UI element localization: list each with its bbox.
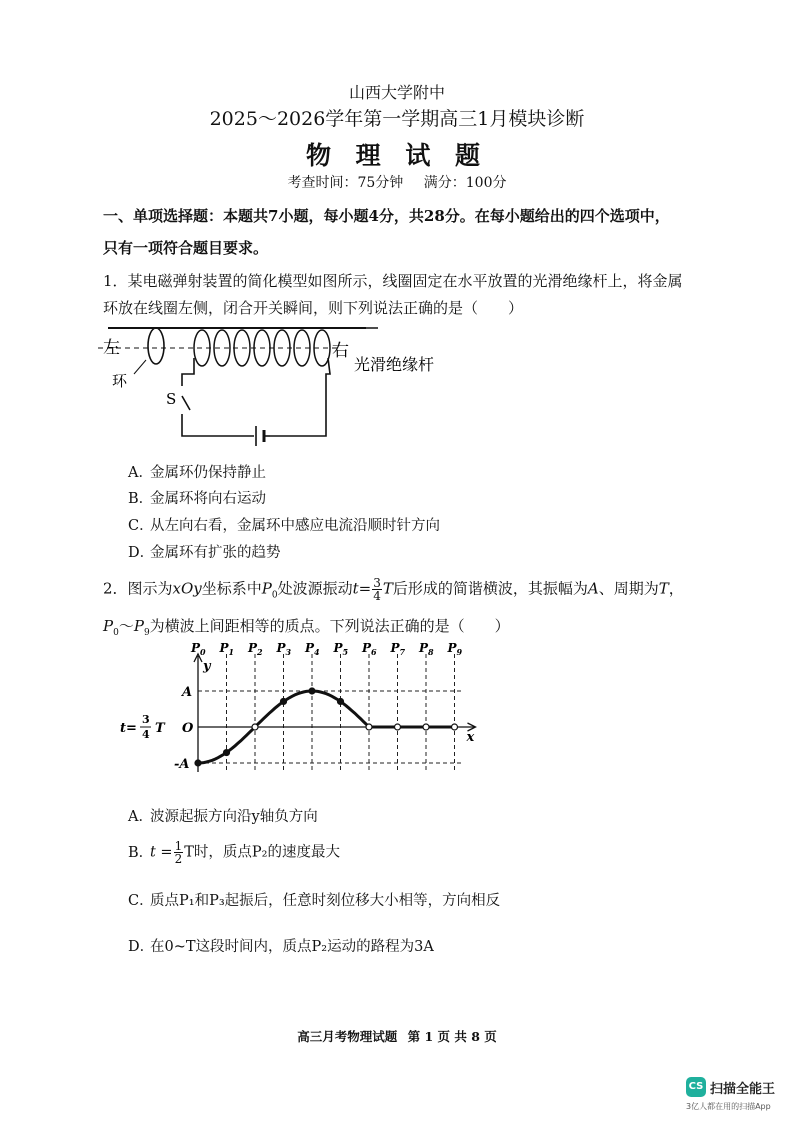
particle-P0 bbox=[195, 760, 201, 766]
switch-blade bbox=[182, 396, 190, 410]
footer-page: 第 1 页 共 8 页 bbox=[407, 1029, 497, 1044]
q2-option-d[interactable]: D．在0~T这段时间内，质点P₂运动的路程为3A bbox=[128, 939, 434, 955]
q1-option-b[interactable]: B．金属环将向右运动 bbox=[128, 491, 266, 507]
y-axis-label: y bbox=[203, 659, 211, 674]
y-tick-minus-A: -A bbox=[174, 757, 190, 772]
point-label-P3: $P_3$ bbox=[276, 641, 292, 657]
school-name: 山西大学附中 bbox=[348, 83, 445, 102]
point-label-P2: $P_2$ bbox=[248, 641, 263, 657]
particle-P3 bbox=[281, 698, 287, 704]
particle-P8 bbox=[423, 724, 429, 730]
q1-stem-line2: 环放在线圈左侧，闭合开关瞬间，则下列说法正确的是（ ） bbox=[103, 299, 524, 317]
time-label-t: t= bbox=[120, 721, 137, 736]
particle-P9 bbox=[452, 724, 458, 730]
metal-ring bbox=[148, 328, 164, 364]
time-label-den: 4 bbox=[142, 728, 150, 741]
point-label-sub-P2: 2 bbox=[257, 647, 263, 657]
point-label-sub-P3: 3 bbox=[285, 647, 292, 657]
particle-P7 bbox=[395, 724, 401, 730]
point-label-sub-P0: 0 bbox=[200, 647, 206, 657]
q2-option-c[interactable]: C．质点P₁和P₃起振后，任意时刻位移大小相等，方向相反 bbox=[128, 893, 501, 909]
wave-labels bbox=[120, 641, 475, 772]
score-label: 满分：100分 bbox=[423, 175, 507, 191]
point-label-P5: $P_5$ bbox=[333, 641, 349, 657]
particle-P5 bbox=[338, 698, 344, 704]
q2-stem-line2: $P_0\sim P_9$为横波上间距相等的质点。下列说法正确的是（ ） bbox=[103, 617, 510, 638]
y-tick-A: A bbox=[182, 685, 193, 700]
q1-option-c[interactable]: C．从左向右看，金属环中感应电流沿顺时针方向 bbox=[128, 518, 440, 534]
q1-option-d[interactable]: D．金属环有扩张的趋势 bbox=[128, 545, 281, 561]
label-rod: 光滑绝缘杆 bbox=[354, 355, 435, 374]
q1-option-a[interactable]: A．金属环仍保持静止 bbox=[128, 465, 266, 481]
point-label-sub-P4: 4 bbox=[314, 647, 320, 657]
q2-wave-chart bbox=[112, 640, 484, 778]
scanner-app-logo-icon: CS bbox=[686, 1077, 706, 1097]
label-switch: S bbox=[166, 390, 177, 408]
circuit-wire-right bbox=[270, 358, 330, 436]
wave-grid bbox=[198, 654, 463, 770]
point-label-sub-P9: 9 bbox=[456, 647, 463, 657]
point-label-P9: $P_9$ bbox=[447, 641, 463, 657]
point-label-P1: $P_1$ bbox=[219, 641, 235, 657]
label-right: 右 bbox=[332, 341, 349, 361]
point-label-sub-P5: 5 bbox=[342, 647, 349, 657]
point-label-P7: $P_7$ bbox=[390, 641, 406, 657]
page-footer bbox=[0, 1027, 794, 1045]
particle-P6 bbox=[366, 724, 372, 730]
wave-axes bbox=[194, 654, 476, 772]
particle-P1 bbox=[224, 750, 230, 756]
exam-title: 2025～2026学年第一学期高三1月模块诊断 bbox=[209, 108, 585, 130]
q2-option-a[interactable]: A．波源起振方向沿y轴负方向 bbox=[128, 809, 318, 825]
q2-option-b[interactable]: B．t = $\frac{1}{2}$ T时，质点P₂的速度最大 bbox=[128, 839, 340, 866]
circuit-wire-left-bottom bbox=[182, 414, 254, 436]
time-label-T: T bbox=[155, 721, 165, 736]
point-label-P6: $P_6$ bbox=[362, 641, 377, 657]
scanner-app-name: 扫描全能王 bbox=[710, 1082, 776, 1097]
subject-title: 物 理 试 题 bbox=[305, 141, 489, 170]
circuit-wire-left-top bbox=[182, 358, 194, 386]
exam-meta bbox=[0, 172, 794, 192]
particle-P2 bbox=[252, 724, 258, 730]
point-label-sub-P8: 8 bbox=[428, 647, 434, 657]
particle-P4 bbox=[309, 688, 315, 694]
point-label-P0: $P_0$ bbox=[191, 641, 206, 657]
point-label-sub-P1: 1 bbox=[228, 647, 235, 657]
scanner-app-tagline: 3亿人都在用的扫描App bbox=[686, 1102, 771, 1111]
q2-option-b-fraction: $\frac{1}{2}$ bbox=[174, 839, 183, 866]
x-axis-label: x bbox=[466, 730, 475, 745]
point-label-sub-P7: 7 bbox=[399, 647, 406, 657]
q1-stem-line1: 1．某电磁弹射装置的简化模型如图所示，线圈固定在水平放置的光滑绝缘杆上，将金属 bbox=[103, 272, 683, 290]
time-label-num: 3 bbox=[142, 713, 150, 726]
point-label-P4: $P_4$ bbox=[305, 641, 320, 657]
q2-stem-line1: 2．图示为xOy坐标系中$P_0$处波源振动t= $\frac{3}{4}$ T后形成的简谐横波，其振幅为A、周期为T， bbox=[103, 576, 684, 603]
section-heading-line2: 只有一项符合题目要求。 bbox=[103, 239, 269, 257]
ring-pointer bbox=[134, 360, 146, 374]
point-label-sub-P6: 6 bbox=[371, 647, 377, 657]
q1-coil-circuit-figure bbox=[98, 318, 458, 448]
label-ring: 环 bbox=[112, 372, 128, 390]
footer-title: 高三月考物理试题 bbox=[297, 1029, 398, 1044]
time-label: 考查时间：75分钟 bbox=[287, 175, 404, 191]
y-tick-O: O bbox=[182, 721, 194, 736]
section-heading-line1: 一、单项选择题：本题共7小题，每小题4分，共28分。在每小题给出的四个选项中， bbox=[103, 207, 670, 225]
point-label-P8: $P_8$ bbox=[419, 641, 434, 657]
label-left: 左 bbox=[103, 338, 120, 358]
